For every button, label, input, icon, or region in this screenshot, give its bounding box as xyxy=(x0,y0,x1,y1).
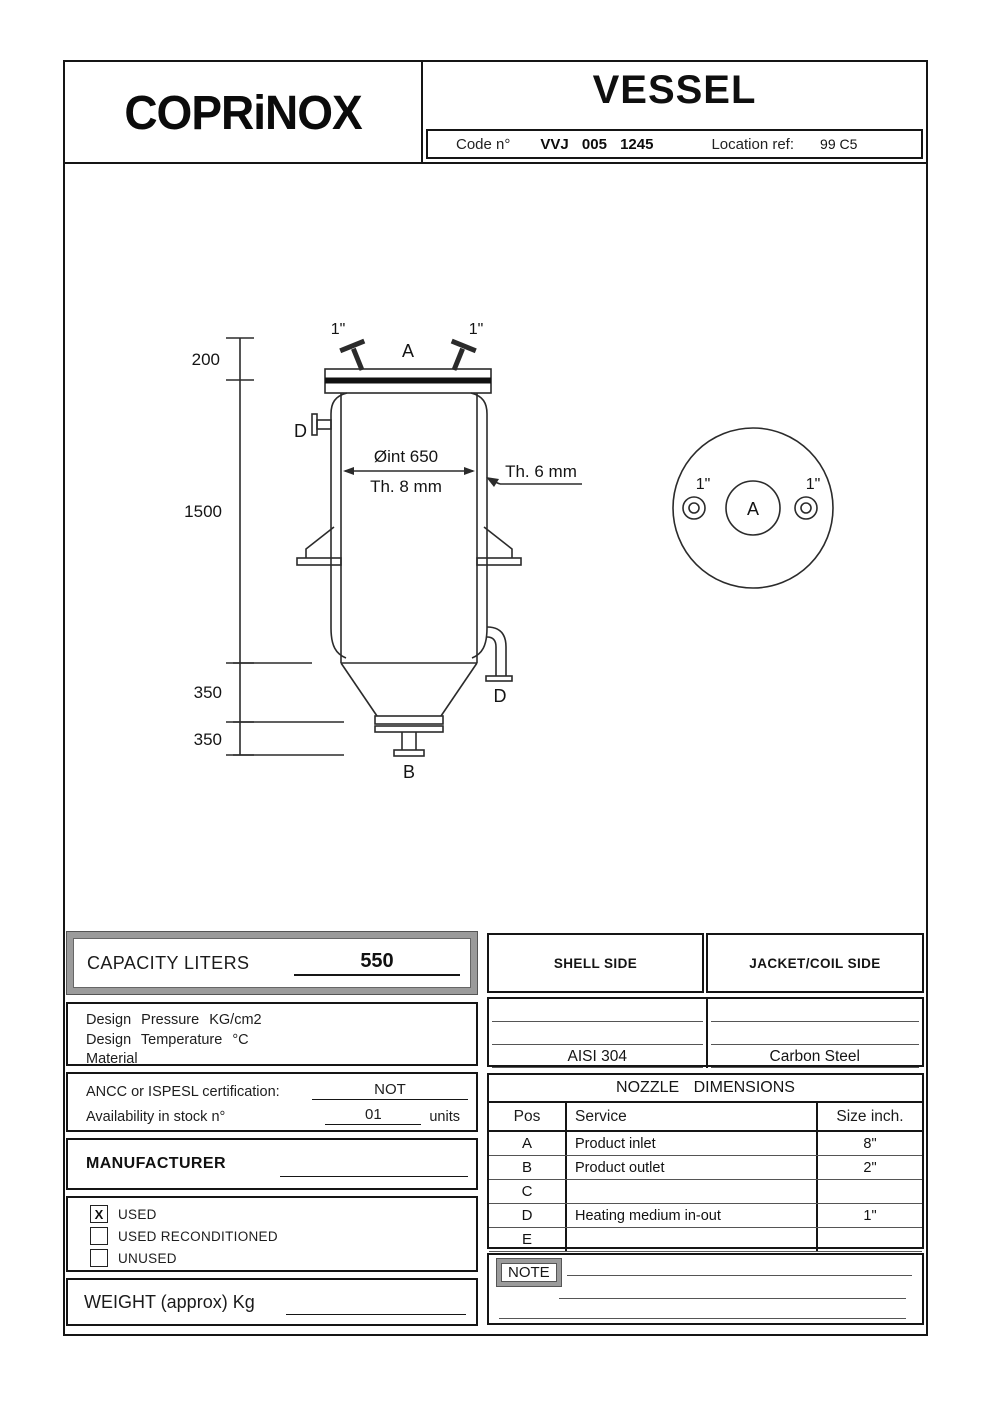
manufacturer-value-line xyxy=(280,1176,468,1177)
shell-side-header: SHELL SIDE xyxy=(487,933,704,993)
row-c-size xyxy=(818,1180,922,1203)
dim-1500: 1500 xyxy=(184,502,222,521)
nozzle-table-header-row xyxy=(489,1103,922,1132)
shell-material-value: AISI 304 xyxy=(492,1045,703,1068)
note-line xyxy=(559,1298,906,1299)
unused-label: UNUSED xyxy=(118,1250,177,1266)
condition-box xyxy=(66,1196,478,1272)
shell-pressure-line xyxy=(492,999,703,1022)
table-row xyxy=(489,1156,922,1180)
size-header: Size inch. xyxy=(836,1107,904,1125)
dim-350-cone: 350 xyxy=(193,683,222,702)
support-right xyxy=(477,527,521,565)
top-view-left-nozzle-label: 1" xyxy=(695,476,711,493)
row-a-pos: A xyxy=(489,1132,567,1155)
stock-units-label: units xyxy=(429,1109,460,1125)
materials-values-box xyxy=(487,997,924,1067)
design-pressure-label: Design Pressure KG/cm2 xyxy=(86,1012,262,1028)
coprinox-logo: COPRiNOX xyxy=(124,84,362,140)
certification-value: NOT xyxy=(312,1081,468,1100)
row-d-pos: D xyxy=(489,1204,567,1227)
logo-cell xyxy=(65,62,423,162)
row-d-service: Heating medium in-out xyxy=(567,1204,818,1227)
nozzle-table-title: NOZZLE DIMENSIONS xyxy=(489,1075,922,1103)
note-label: NOTE xyxy=(497,1259,561,1286)
stock-value: 01 xyxy=(325,1106,421,1125)
bottom-outlet-b-label: B xyxy=(402,762,416,782)
table-row xyxy=(489,1132,922,1156)
used-label: USED xyxy=(118,1206,157,1222)
row-b-service: Product outlet xyxy=(567,1156,818,1179)
stock-label: Availability in stock n° xyxy=(86,1109,226,1125)
nozzle-a-label: A xyxy=(401,341,415,361)
technical-drawing xyxy=(63,162,928,932)
top-view-a-label: A xyxy=(746,499,760,519)
weight-label: WEIGHT (approx) Kg xyxy=(84,1291,255,1312)
design-temperature-label: Design Temperature °C xyxy=(86,1031,249,1048)
certification-box xyxy=(66,1072,478,1132)
used-reconditioned-label: USED RECONDITIONED xyxy=(118,1228,278,1244)
header xyxy=(65,62,926,164)
jacket-left xyxy=(331,393,347,658)
used-checkbox: X xyxy=(90,1205,108,1223)
service-header: Service xyxy=(567,1103,818,1130)
table-row xyxy=(489,1204,922,1228)
certification-label: ANCC or ISPESL certification: xyxy=(86,1084,280,1100)
unused-checkbox xyxy=(90,1249,108,1267)
weight-value-line xyxy=(286,1314,466,1315)
note-line xyxy=(499,1318,906,1319)
row-e-size xyxy=(818,1228,922,1251)
row-b-size: 2" xyxy=(863,1159,877,1176)
support-left xyxy=(297,527,341,565)
jacket-material-value: Carbon Steel xyxy=(711,1045,920,1068)
material-label: Material xyxy=(86,1051,138,1067)
manufacturer-label: MANUFACTURER xyxy=(86,1155,226,1172)
shell-side-column xyxy=(489,999,706,1068)
vessel-front-view xyxy=(294,321,582,782)
row-e-pos: E xyxy=(489,1228,567,1251)
location-ref-label: Location ref: xyxy=(711,135,795,153)
nozzle-dimensions-table xyxy=(487,1073,924,1249)
capacity-gray-border xyxy=(67,932,477,994)
manufacturer-box xyxy=(66,1138,478,1190)
jacket-side-column xyxy=(706,999,923,1068)
used-reconditioned-checkbox xyxy=(90,1227,108,1245)
capacity-label: CAPACITY LITERS xyxy=(87,952,250,973)
vessel-top-view xyxy=(673,428,833,588)
location-ref-value: 99 C5 xyxy=(820,136,858,152)
row-c-service xyxy=(567,1180,818,1203)
code-value: VVJ 005 1245 xyxy=(540,135,654,153)
page-title: VESSEL xyxy=(592,68,757,112)
top-view-right-nozzle-label: 1" xyxy=(805,476,821,493)
note-box xyxy=(487,1253,924,1325)
jacket-pressure-line xyxy=(711,999,920,1022)
table-row xyxy=(489,1228,922,1252)
capacity-value: 550 xyxy=(294,950,460,976)
dim-200: 200 xyxy=(191,350,220,369)
weight-box xyxy=(66,1278,478,1326)
row-b-pos: B xyxy=(489,1156,567,1179)
jacket-outlet-d-label: D xyxy=(493,686,507,706)
jacket-right xyxy=(471,393,487,658)
jacket-outlet-d xyxy=(486,627,512,681)
shell-thickness-label: Th. 8 mm xyxy=(370,477,442,496)
shell-temperature-line xyxy=(492,1022,703,1045)
dimension-lines xyxy=(184,338,344,755)
condition-option-used xyxy=(90,1205,476,1223)
code-label: Code n° xyxy=(456,135,511,153)
side-nozzle-d-label: D xyxy=(294,421,307,441)
nozzle-right-size-label: 1" xyxy=(468,321,484,338)
capacity-box xyxy=(66,931,478,995)
row-d-size: 1" xyxy=(863,1207,877,1224)
row-a-size: 8" xyxy=(863,1135,877,1152)
row-e-service xyxy=(567,1228,818,1251)
row-a-service: Product inlet xyxy=(567,1132,818,1155)
note-line xyxy=(567,1275,912,1276)
row-c-pos: C xyxy=(489,1180,567,1203)
jacket-thickness-label: Th. 6 mm xyxy=(505,462,577,481)
condition-option-unused xyxy=(90,1249,476,1267)
design-specs-box xyxy=(66,1002,478,1066)
side-nozzle-d xyxy=(317,420,331,429)
dim-350-outlet: 350 xyxy=(193,730,222,749)
code-row xyxy=(426,129,923,159)
bottom-outlet-b xyxy=(375,716,443,756)
inner-diameter-label: Øint 650 xyxy=(373,447,439,466)
jacket-temperature-line xyxy=(711,1022,920,1045)
jacket-coil-side-header: JACKET/COIL SIDE xyxy=(706,933,924,993)
condition-option-used-reconditioned xyxy=(90,1227,476,1245)
table-row xyxy=(489,1180,922,1204)
title-cell xyxy=(423,62,926,162)
pos-header: Pos xyxy=(489,1103,567,1130)
nozzle-left-size-label: 1" xyxy=(330,321,346,338)
